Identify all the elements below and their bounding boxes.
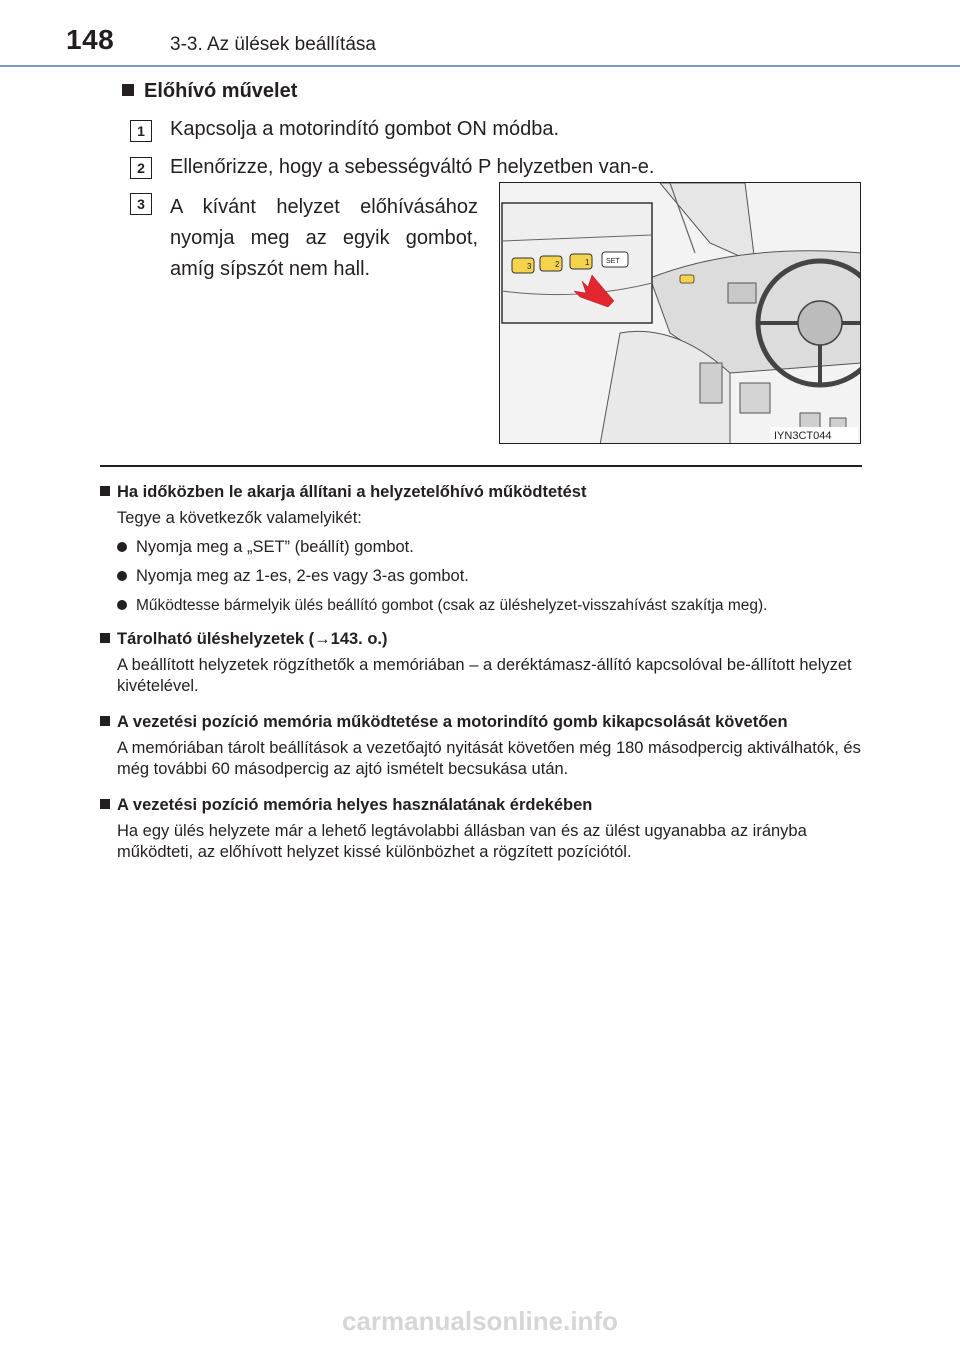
note-cancel — [100, 482, 865, 616]
step-number-3: 3 — [130, 193, 152, 215]
note-proper-use — [100, 795, 865, 863]
bullet-dot-icon — [117, 542, 127, 552]
button-label-1: 1 — [585, 258, 590, 267]
note-cancel-title — [100, 482, 865, 502]
section-heading-text: Előhívó művelet — [144, 80, 298, 102]
square-bullet-icon — [100, 633, 110, 643]
section-heading — [122, 80, 297, 103]
square-bullet-icon — [100, 799, 110, 809]
list-item-text: Nyomja meg az 1-es, 2-es vagy 3-as gombot. — [136, 567, 469, 585]
step-number-1: 1 — [130, 120, 152, 142]
note-after-off-title-text: A vezetési pozíció memória működtetése a motorindító gomb kikapcsolását követően — [117, 713, 788, 731]
watermark-text: carmanualsonline.info — [342, 1306, 618, 1336]
page-header — [0, 0, 960, 66]
list-item-text: Nyomja meg a „SET” (beállít) gombot. — [136, 538, 414, 556]
list-item — [100, 595, 865, 616]
watermark-graphic — [320, 1300, 640, 1340]
page-number: 148 — [66, 24, 115, 55]
section-divider — [100, 465, 862, 467]
note-cancel-intro: Tegye a következők valamelyikét: — [117, 509, 362, 527]
step-text-3: A kívánt helyzet előhívásához nyomja meg az egyik gombot, amíg sípszót nem hall. — [170, 196, 478, 280]
button-label-2: 2 — [555, 260, 560, 269]
button-label-set: SET — [606, 258, 620, 265]
note-proper-use-title — [100, 795, 865, 815]
watermark-logo — [0, 1300, 960, 1345]
note-storable-title — [100, 629, 865, 649]
note-after-off — [100, 712, 865, 780]
note-storable-title-text: Tárolható üléshelyzetek (→143. o.) — [117, 630, 388, 648]
list-item — [100, 537, 865, 558]
section-title: 3-3. Az ülések beállítása — [170, 34, 376, 55]
illustration-drawing — [500, 183, 861, 444]
note-proper-use-body: Ha egy ülés helyzete már a lehető legtávolabbi állásban van és az ülést ugyanabba az irányba működteti, az előhívott helyzet kissé különbözhet a rögzített pozíciótól. — [117, 822, 807, 861]
button-label-3: 3 — [527, 262, 532, 271]
note-storable — [100, 629, 865, 697]
note-proper-use-title-text: A vezetési pozíció memória helyes használatának érdekében — [117, 796, 593, 814]
square-bullet-icon — [122, 84, 134, 96]
memory-buttons-illustration — [499, 182, 861, 444]
note-after-off-title — [100, 712, 865, 732]
bullet-dot-icon — [117, 571, 127, 581]
list-item — [100, 566, 865, 587]
note-storable-body: A beállított helyzetek rögzíthetők a memóriában – a deréktámasz-állító kapcsolóval be-állított helyzet kivételével. — [117, 656, 852, 695]
step-text-1: Kapcsolja a motorindító gombot ON módba. — [170, 118, 560, 140]
step-text-2: Ellenőrizze, hogy a sebességváltó P helyzetben van-e. — [170, 156, 655, 178]
square-bullet-icon — [100, 716, 110, 726]
header-rule — [0, 65, 960, 67]
square-bullet-icon — [100, 486, 110, 496]
note-after-off-body: A memóriában tárolt beállítások a vezetőajtó nyitását követően még 180 másodpercig aktiválhatók, és még további 60 másodpercig az ajtó ismételt becsukása után. — [117, 739, 861, 778]
figure-code: IYN3CT044 — [774, 430, 832, 442]
bullet-dot-icon — [117, 600, 127, 610]
list-item-text: Működtesse bármelyik ülés beállító gombot (csak az üléshelyzet-visszahívást szakítja meg). — [136, 597, 768, 614]
note-cancel-title-text: Ha időközben le akarja állítani a helyzetelőhívó működtetést — [117, 483, 587, 501]
step-number-2: 2 — [130, 157, 152, 179]
